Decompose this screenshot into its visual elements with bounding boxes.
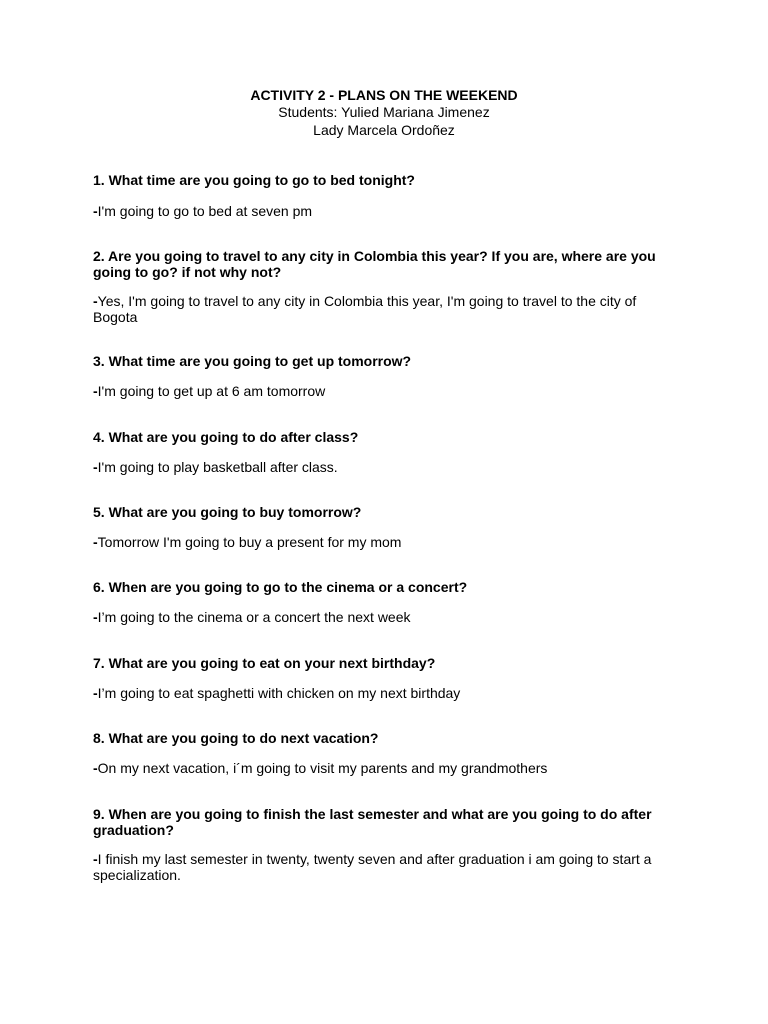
question-3: 3. What time are you going to get up tomorrow? xyxy=(93,353,412,369)
answer-prefix: - xyxy=(93,609,98,625)
answer-text: Yes, I'm going to travel to any city in Colombia this year, I'm going to travel to the city of Bogota xyxy=(93,293,637,325)
question-9: 9. When are you going to finish the last semester and what are you going to do after graduation? xyxy=(93,806,652,838)
question-2: 2. Are you going to travel to any city in Colombia this year? If you are, where are you going to go? if not why not? xyxy=(93,248,656,280)
question-7: 7. What are you going to eat on your next birthday? xyxy=(93,655,436,671)
answer-6 xyxy=(93,609,678,625)
students-line-2: Lady Marcela Ordoñez xyxy=(313,122,455,138)
document-title: ACTIVITY 2 - PLANS ON THE WEEKEND xyxy=(250,87,518,103)
answer-prefix: - xyxy=(93,760,98,776)
answer-7 xyxy=(93,685,678,701)
answer-prefix: - xyxy=(93,534,98,550)
question-4: 4. What are you going to do after class? xyxy=(93,429,359,445)
answer-text: I’m going to the cinema or a concert the next week xyxy=(97,609,411,625)
answer-prefix: - xyxy=(93,383,98,399)
answer-prefix: - xyxy=(93,685,98,701)
answer-prefix: - xyxy=(93,459,98,475)
answer-5 xyxy=(93,534,678,550)
answer-prefix: - xyxy=(93,293,98,309)
answer-text: I’m going to eat spaghetti with chicken on my next birthday xyxy=(97,685,461,701)
answer-text: I'm going to play basketball after class. xyxy=(97,459,338,475)
students-line-1: Students: Yulied Mariana Jimenez xyxy=(278,104,490,120)
answer-prefix: - xyxy=(93,851,98,867)
answer-text: I'm going to get up at 6 am tomorrow xyxy=(97,383,326,399)
answer-text: I'm going to go to bed at seven pm xyxy=(97,203,313,219)
answer-9 xyxy=(93,851,678,883)
question-6: 6. When are you going to go to the cinema or a concert? xyxy=(93,579,468,595)
answer-text: Tomorrow I'm going to buy a present for my mom xyxy=(97,534,402,550)
answer-2 xyxy=(93,293,678,325)
answer-1 xyxy=(93,203,678,219)
question-5: 5. What are you going to buy tomorrow? xyxy=(93,504,362,520)
question-8: 8. What are you going to do next vacation? xyxy=(93,730,379,746)
answer-3 xyxy=(93,383,678,399)
answer-text: On my next vacation, i´m going to visit my parents and my grandmothers xyxy=(97,760,548,776)
question-1: 1. What time are you going to go to bed tonight? xyxy=(93,172,415,188)
answer-4 xyxy=(93,459,678,475)
answer-prefix: - xyxy=(93,203,98,219)
answer-text: I finish my last semester in twenty, twenty seven and after graduation i am going to start a specialization. xyxy=(93,851,652,883)
answer-8 xyxy=(93,760,678,776)
